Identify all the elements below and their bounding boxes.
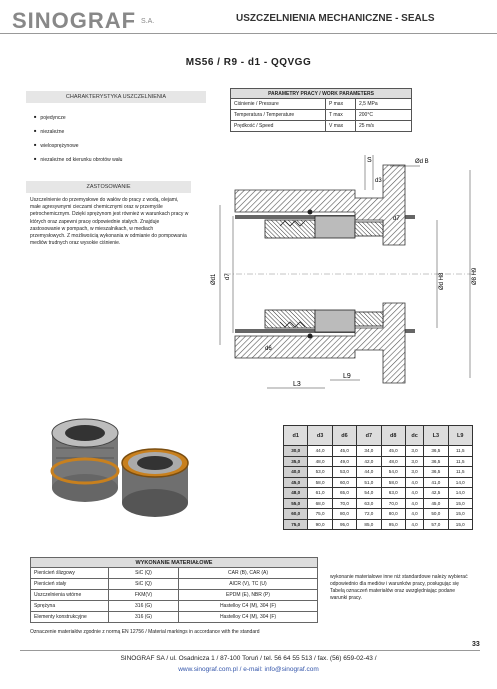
dim-label-d8: Ø8 H9 (472, 267, 478, 285)
dims-cell: 58,0 (308, 477, 332, 488)
dimensions-table (283, 425, 473, 530)
feature-item: ■ pojedyncze (34, 114, 122, 121)
table-row (231, 110, 412, 121)
dims-cell: 36,5 (424, 446, 448, 457)
dims-cell: 15,0 (448, 498, 472, 509)
dims-col-header: L3 (424, 426, 448, 446)
material-cell: Sprężyna (31, 601, 109, 612)
technical-drawing (205, 150, 495, 395)
dims-cell: 34,0 (357, 446, 381, 457)
dims-cell: 14,0 (448, 477, 472, 488)
dims-cell: 63,0 (381, 488, 405, 499)
param-label: Temperatura / Temperature (231, 110, 326, 121)
dims-cell: 3,0 (405, 467, 423, 478)
dims-cell: 51,0 (357, 477, 381, 488)
features-list (34, 114, 122, 170)
dims-cell: 80,0 (332, 509, 356, 520)
material-cell: AlCR (V), TC (U) (179, 579, 318, 590)
page-number: 33 (472, 641, 480, 648)
dim-label-s: S (367, 157, 372, 164)
company-logo: SINOGRAF (12, 8, 137, 33)
material-cell: Pierścień stały (31, 579, 109, 590)
material-cell: SiC (Q) (109, 568, 179, 579)
dims-cell: 11,5 (448, 456, 472, 467)
dims-cell: 44,0 (308, 446, 332, 457)
dims-cell: 40,0 (284, 467, 308, 478)
application-heading: ZASTOSOWANIE (26, 181, 191, 193)
dims-col-header: d1 (284, 426, 308, 446)
features-heading: CHARAKTERYSTYKA USZCZELNIENIA (26, 91, 206, 103)
application-text: Uszczelnienie do przemysłowe do wałów do pracy z wodą, olejami, małe agresywnymi cieczami chemicznymi oraz w przemyśle petrochemicznym. Dzięki sprężynom jest również w warunkach pracy w których oraz zapewni pracę odpowiednie stałych. Znajduje zastosowanie w pompach, w mieszalnikach, w mediach przemysłowych. Z możliwością wykonania w odmianie do pompowania mediów trudnych oraz wysokie ciśnienie. (30, 197, 189, 247)
table-row (284, 456, 473, 467)
dim-label-d7: d7 (393, 216, 400, 222)
dims-cell: 53,0 (332, 467, 356, 478)
material-cell: 316 (G) (109, 612, 179, 623)
param-symbol: T max (326, 110, 356, 121)
dims-cell: 45,0 (424, 498, 448, 509)
dims-cell: 75,0 (284, 519, 308, 530)
dims-cell: 75,0 (308, 509, 332, 520)
param-value: 200°C (356, 110, 412, 121)
dims-cell: 4,0 (405, 509, 423, 520)
dims-cell: 54,0 (381, 467, 405, 478)
material-cell: 316 (G) (109, 601, 179, 612)
dims-cell: 3,0 (405, 446, 423, 457)
dims-cell: 15,0 (448, 509, 472, 520)
dims-cell: 48,0 (381, 456, 405, 467)
dims-cell: 42,5 (424, 488, 448, 499)
feature-item: ■ wielosprężynowe (34, 142, 122, 149)
dims-cell: 14,0 (448, 488, 472, 499)
dims-cell: 45,0 (332, 446, 356, 457)
seal-stationary-bottom (355, 312, 383, 326)
dims-cell: 60,0 (332, 477, 356, 488)
table-row (231, 121, 412, 132)
dims-cell: 44,0 (357, 467, 381, 478)
dims-cell: 50,0 (424, 509, 448, 520)
materials-table (30, 557, 318, 623)
feature-item: ■ niezależne (34, 128, 122, 135)
param-label: Prędkość / Speed (231, 121, 326, 132)
dims-cell: 60,0 (284, 509, 308, 520)
table-row (31, 612, 318, 623)
dim-label-d3: d3 (375, 178, 382, 184)
dims-cell: 36,5 (424, 456, 448, 467)
dims-col-header: dc (405, 426, 423, 446)
table-row (31, 579, 318, 590)
seal-rotary-top (265, 220, 315, 238)
material-cell: FKM(V) (109, 590, 179, 601)
dims-cell: 53,0 (308, 467, 332, 478)
dims-cell: 15,0 (448, 519, 472, 530)
material-cell: Uszczelnienia wtórne (31, 590, 109, 601)
dims-cell: 4,0 (405, 498, 423, 509)
dim-label-d6: d6 (265, 346, 272, 352)
dims-cell: 58,0 (381, 477, 405, 488)
table-row (31, 590, 318, 601)
dims-cell: 72,0 (357, 509, 381, 520)
table-row (284, 488, 473, 499)
dims-col-header: L9 (448, 426, 472, 446)
table-row (284, 467, 473, 478)
param-value: 2,5 MPa (356, 99, 412, 110)
table-row (231, 99, 412, 110)
header-title: USZCZELNIENIA MECHANICZNE - SEALS (236, 13, 435, 24)
company-logo-suffix: S.A. (141, 18, 155, 25)
page-title: MS56 / R9 - d1 - QQVGG (185, 57, 312, 68)
material-cell: SiC (Q) (109, 579, 179, 590)
param-value: 25 m/s (356, 121, 412, 132)
material-cell: Hastelloy C4 (M), 304 (F) (179, 601, 318, 612)
param-symbol: P max (326, 99, 356, 110)
dims-cell: 63,0 (357, 498, 381, 509)
dims-cell: 36,5 (424, 467, 448, 478)
material-cell: Elementy konstrukcyjne (31, 612, 109, 623)
dims-cell: 95,0 (381, 519, 405, 530)
product-photo (30, 393, 210, 528)
dims-cell: 30,0 (284, 446, 308, 457)
footer-contact-link[interactable]: www.sinograf.com.pl / e-mail: info@sinograf.com (178, 666, 319, 673)
dims-cell: 68,0 (308, 498, 332, 509)
dims-cell: 3,0 (405, 456, 423, 467)
material-cell: CAR (B), CAR (A) (179, 568, 318, 579)
header-divider (0, 33, 497, 34)
dim-label-l9: L9 (343, 373, 351, 380)
dims-cell: 41,0 (424, 477, 448, 488)
footer-address: SINOGRAF SA / ul. Osadnicza 1 / 87-100 Toruń / tel. 56 64 55 513 / fax. (56) 659-02-43 / (120, 655, 377, 662)
materials-side-note: wykonanie materiałowe inne niż standardowe należy wybierać odpowiednio dla mediów i warunków pracy, posługując się Tabelą oznaczeń materiałów oraz uwzględniając podane warunki pracy. (330, 574, 468, 601)
dims-cell: 35,0 (284, 456, 308, 467)
table-row (284, 477, 473, 488)
dims-cell: 48,0 (308, 456, 332, 467)
seal-face-bottom (315, 310, 355, 332)
dims-cell: 80,0 (381, 509, 405, 520)
materials-heading: WYKONANIE MATERIAŁOWE (31, 558, 318, 568)
material-cell: EPDM (E), NBR (P) (179, 590, 318, 601)
table-row (284, 498, 473, 509)
material-cell: Pierścień ślizgowy (31, 568, 109, 579)
dims-cell: 90,0 (308, 519, 332, 530)
dims-cell: 4,0 (405, 519, 423, 530)
dims-cell: 57,0 (424, 519, 448, 530)
dims-cell: 45,0 (381, 446, 405, 457)
svg-text:d7: d7 (225, 273, 231, 280)
dim-label-l3: L3 (293, 381, 301, 388)
table-row (284, 519, 473, 530)
params-heading: PARAMETRY PRACY / WORK PARAMETERS (231, 89, 412, 99)
dims-cell: 4,0 (405, 477, 423, 488)
table-row (284, 509, 473, 520)
dims-cell: 54,0 (357, 488, 381, 499)
dims-col-header: d7 (357, 426, 381, 446)
table-row (31, 568, 318, 579)
footer-divider (20, 650, 480, 651)
material-cell: Hastelloy C4 (M), 304 (F) (179, 612, 318, 623)
feature-item: ■ niezależne od kierunku obrotów wału (34, 156, 122, 163)
dims-cell: 11,5 (448, 467, 472, 478)
dims-cell: 48,0 (284, 488, 308, 499)
dims-cell: 95,0 (332, 519, 356, 530)
dims-col-header: d3 (308, 426, 332, 446)
dims-cell: 85,0 (357, 519, 381, 530)
seal-rotary-bottom (265, 310, 315, 328)
dims-cell: 4,0 (405, 488, 423, 499)
dims-cell: 70,0 (381, 498, 405, 509)
param-symbol: V max (326, 121, 356, 132)
dims-cell: 65,0 (332, 488, 356, 499)
dims-col-header: d6 (332, 426, 356, 446)
dims-cell: 45,0 (284, 477, 308, 488)
materials-standard-note: Oznaczenie materiałów zgodnie z normą EN 12756 / Material markings in accordance with the standard (30, 629, 260, 635)
seal-stationary-top (355, 222, 383, 236)
dims-cell: 70,0 (332, 498, 356, 509)
table-row (31, 601, 318, 612)
dims-cell: 42,0 (357, 456, 381, 467)
dim-label-d-h8: Ød H8 (439, 272, 445, 290)
dims-cell: 61,0 (308, 488, 332, 499)
param-label: Ciśnienie / Pressure (231, 99, 326, 110)
dims-cell: 11,5 (448, 446, 472, 457)
table-row (284, 446, 473, 457)
params-table (230, 88, 412, 132)
dims-cell: 55,0 (284, 498, 308, 509)
dims-col-header: d8 (381, 426, 405, 446)
dims-cell: 49,0 (332, 456, 356, 467)
seal-face-top (315, 216, 355, 238)
dim-label-dcb: Ød B (415, 159, 429, 165)
dim-label-d-shaft: Ød1 (211, 273, 217, 285)
